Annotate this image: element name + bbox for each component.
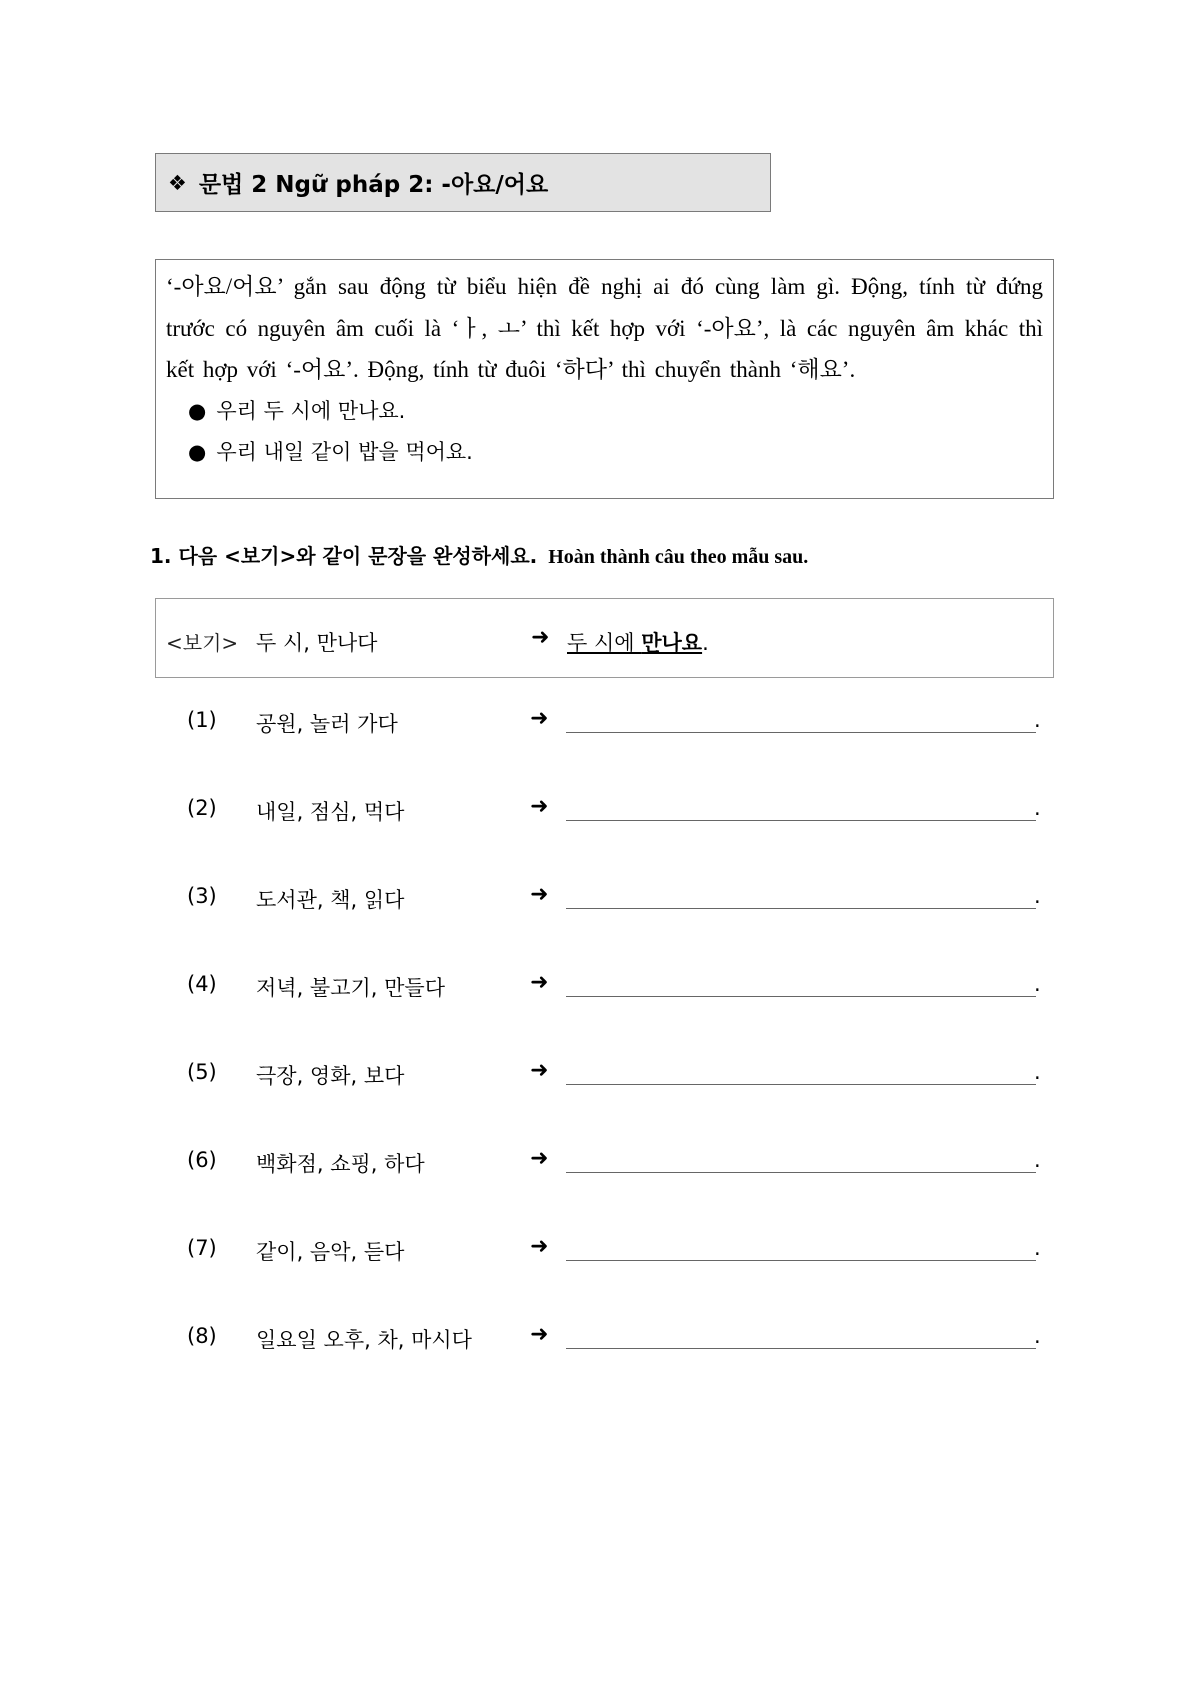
exercise-item-5 <box>0 1060 1192 1100</box>
example-box <box>155 598 1054 678</box>
item-prompt: 일요일 오후, 차, 마시다 <box>256 1328 472 1352</box>
item-period: . <box>1034 1236 1041 1260</box>
item-prompt: 같이, 음악, 듣다 <box>256 1240 405 1264</box>
arrow-icon: ➜ <box>531 625 550 650</box>
item-period: . <box>1034 708 1041 732</box>
arrow-icon: ➜ <box>530 1234 549 1259</box>
arrow-icon: ➜ <box>530 1146 549 1171</box>
section-title-box <box>155 153 771 212</box>
example-answer-period: . <box>702 631 709 655</box>
item-prompt: 내일, 점심, 먹다 <box>256 800 405 824</box>
answer-blank-line[interactable] <box>566 1084 1036 1085</box>
answer-blank-line[interactable] <box>566 996 1036 997</box>
item-prompt: 극장, 영화, 보다 <box>256 1064 405 1088</box>
section-title: 문법 2 Ngữ pháp 2: -아요/어요 <box>198 172 549 198</box>
item-period: . <box>1034 796 1041 820</box>
answer-blank-line[interactable] <box>566 908 1036 909</box>
question-korean: 1. 다음 <보기>와 같이 문장을 완성하세요. <box>150 544 538 568</box>
item-number: (4) <box>187 972 217 996</box>
arrow-icon: ➜ <box>530 970 549 995</box>
grammar-explanation-text: ‘-아요/어요’ gắn sau động từ biểu hiện đề nghị ai đó cùng làm gì. Động, tính từ đứng trước có nguyên âm cuối là ‘ㅏ, ㅗ’ thì kết hợp với ‘-아요’, là các nguyên âm khác thì kết hợp với ‘-어요’. Động, tính từ đuôi ‘하다’ thì chuyển thành ‘해요’. <box>166 274 1043 382</box>
example-prompt: 두 시, 만나다 <box>256 631 378 655</box>
exercise-question <box>150 540 808 569</box>
bullet-icon: ● <box>188 439 207 464</box>
item-period: . <box>1034 884 1041 908</box>
item-number: (7) <box>187 1236 217 1260</box>
exercise-item-2 <box>0 796 1192 836</box>
item-period: . <box>1034 1148 1041 1172</box>
example-tag: <보기> <box>166 631 239 655</box>
arrow-icon: ➜ <box>530 1058 549 1083</box>
item-prompt: 도서관, 책, 읽다 <box>256 888 405 912</box>
answer-blank-line[interactable] <box>566 1260 1036 1261</box>
arrow-icon: ➜ <box>530 1322 549 1347</box>
item-prompt: 공원, 놀러 가다 <box>256 712 398 736</box>
example-answer-bold: 만나요 <box>641 631 703 655</box>
exercise-item-4 <box>0 972 1192 1012</box>
item-period: . <box>1034 1060 1041 1084</box>
item-prompt: 저녁, 불고기, 만들다 <box>256 976 445 1000</box>
exercise-item-7 <box>0 1236 1192 1276</box>
example-sentence-2 <box>188 432 1043 473</box>
exercise-item-8 <box>0 1324 1192 1364</box>
item-number: (5) <box>187 1060 217 1084</box>
question-vietnamese: Hoàn thành câu theo mẫu sau. <box>548 546 809 568</box>
answer-blank-line[interactable] <box>566 820 1036 821</box>
item-number: (1) <box>187 708 217 732</box>
item-number: (3) <box>187 884 217 908</box>
answer-blank-line[interactable] <box>566 1172 1036 1173</box>
item-number: (6) <box>187 1148 217 1172</box>
exercise-item-1 <box>0 708 1192 748</box>
example-sentence-text: 우리 두 시에 만나요. <box>216 398 406 423</box>
exercise-item-3 <box>0 884 1192 924</box>
item-number: (8) <box>187 1324 217 1348</box>
item-period: . <box>1034 972 1041 996</box>
example-sentence-1 <box>188 391 1043 432</box>
arrow-icon: ➜ <box>530 794 549 819</box>
arrow-icon: ➜ <box>530 882 549 907</box>
example-answer <box>567 627 709 657</box>
example-sentence-text: 우리 내일 같이 밥을 먹어요. <box>216 439 473 464</box>
item-period: . <box>1034 1324 1041 1348</box>
grammar-explanation-box <box>155 259 1054 499</box>
example-answer-plain: 두 시에 <box>567 631 642 655</box>
exercise-item-6 <box>0 1148 1192 1188</box>
diamond-bullet-icon: ❖ <box>168 170 187 195</box>
item-prompt: 백화점, 쇼핑, 하다 <box>256 1152 425 1176</box>
item-number: (2) <box>187 796 217 820</box>
answer-blank-line[interactable] <box>566 1348 1036 1349</box>
example-answer-underlined <box>567 631 702 655</box>
answer-blank-line[interactable] <box>566 732 1036 733</box>
bullet-icon: ● <box>188 398 207 423</box>
arrow-icon: ➜ <box>530 706 549 731</box>
